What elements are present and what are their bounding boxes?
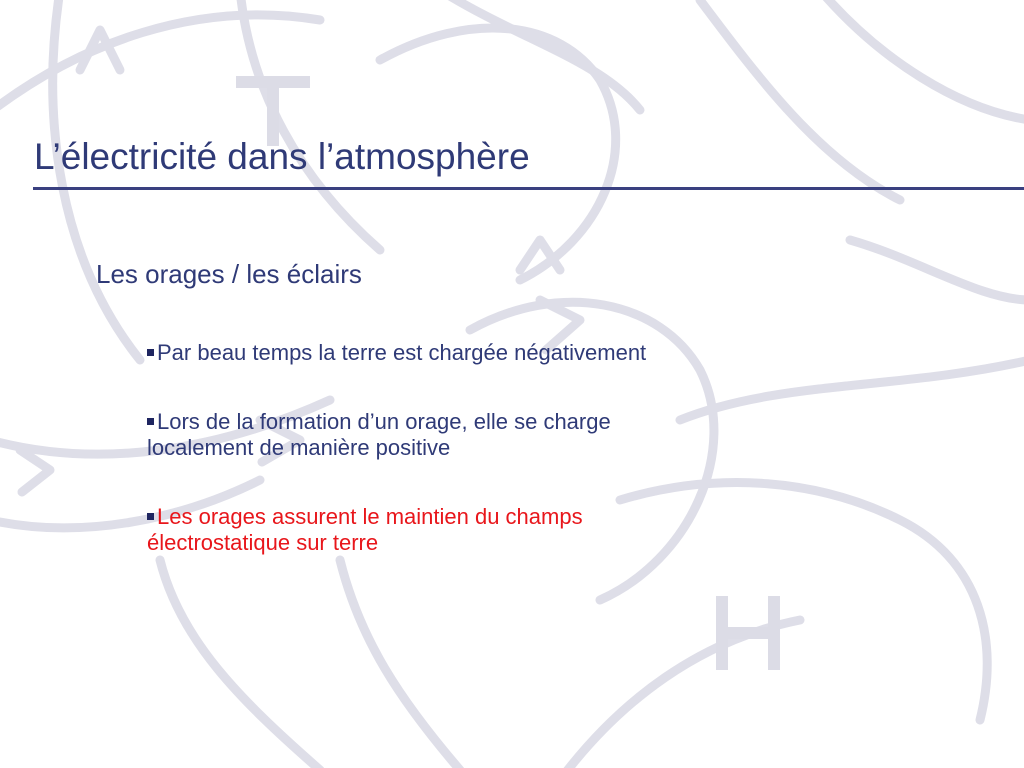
isobar-curve xyxy=(620,483,987,720)
section-subheading: Les orages / les éclairs xyxy=(96,259,362,289)
bullet-text: Par beau temps la terre est chargée négativement xyxy=(157,340,647,365)
low-pressure-letter xyxy=(242,82,304,140)
bullet-item xyxy=(147,409,667,461)
bullet-text: Lors de la formation d’un orage, elle se charge localement de manière positive xyxy=(147,409,611,460)
isobar-curve xyxy=(240,0,380,250)
isobar-curve xyxy=(700,0,900,200)
isobar-curve xyxy=(820,0,1024,120)
bullet-item-highlighted xyxy=(147,504,667,556)
slide-title: L’électricité dans l’atmosphère xyxy=(34,136,530,177)
front-arrow xyxy=(20,450,50,492)
isobar-curve xyxy=(680,360,1024,420)
square-bullet-icon xyxy=(147,349,154,356)
square-bullet-icon xyxy=(147,418,154,425)
bullet-list xyxy=(147,340,667,599)
bullet-text: Les orages assurent le maintien du champs électrostatique sur terre xyxy=(147,504,583,555)
square-bullet-icon xyxy=(147,513,154,520)
bullet-item xyxy=(147,340,667,366)
isobar-curve xyxy=(850,240,1024,300)
isobar-curve xyxy=(560,620,800,768)
title-divider xyxy=(33,187,1024,190)
high-pressure-letter xyxy=(722,602,774,664)
